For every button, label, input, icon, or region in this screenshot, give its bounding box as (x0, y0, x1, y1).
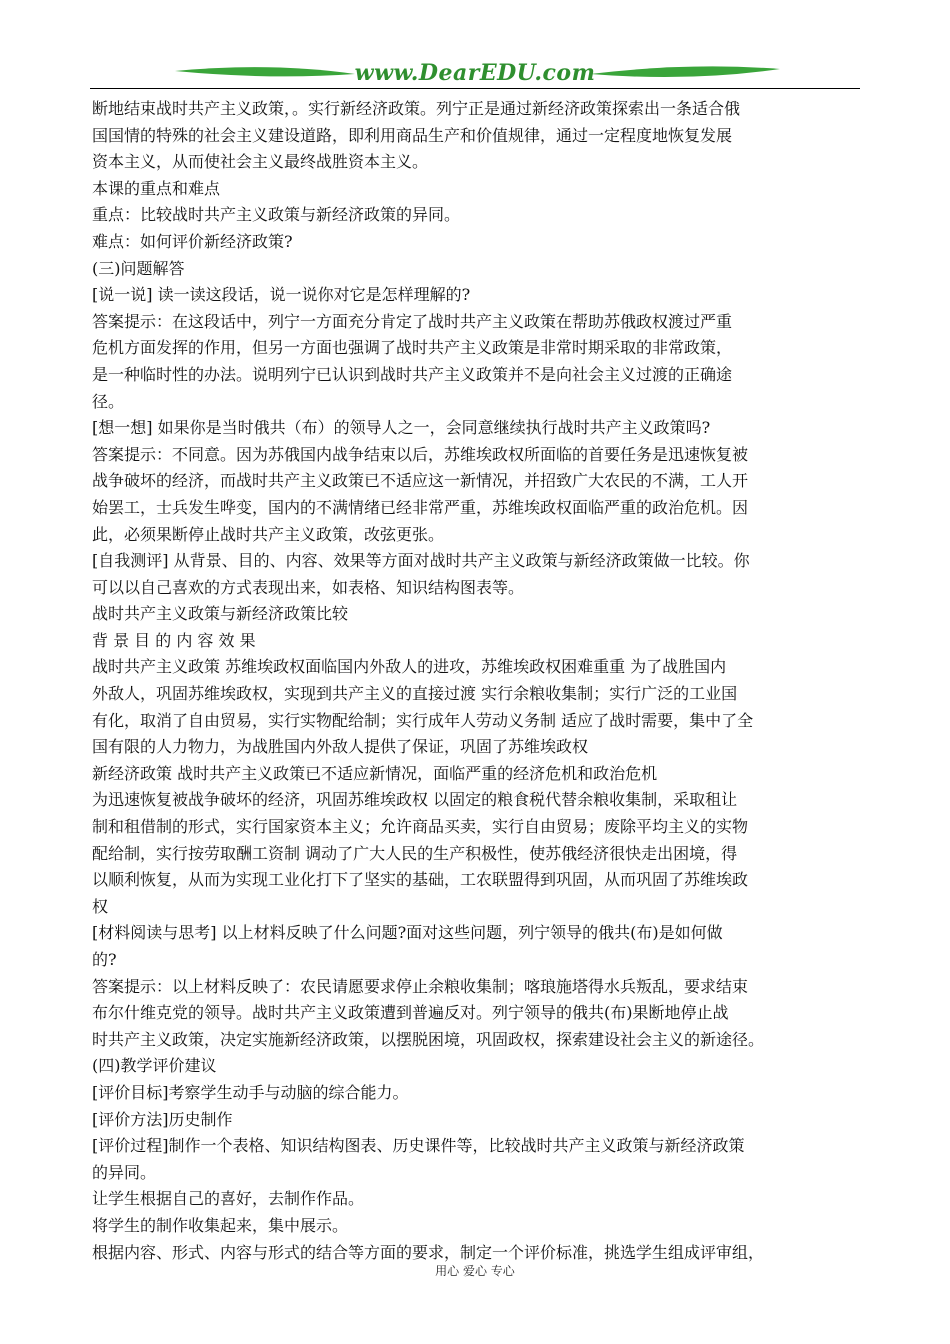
text-line: 难点：如何评价新经济政策? (92, 231, 293, 251)
text-line: 答案提示：在这段话中，列宁一方面充分肯定了战时共产主义政策在帮助苏俄政权渡过严重 (92, 311, 733, 331)
text-line: 为迅速恢复被战争破坏的经济，巩固苏维埃政权 以固定的粮食税代替余粮收集制，采取租让 (92, 790, 738, 810)
text-line: 布尔什维克党的领导。战时共产主义政策遭到普遍反对。列宁领导的俄共(布)果断地停止战 (92, 1003, 729, 1023)
text-line: 危机方面发挥的作用，但另一方面也强调了战时共产主义政策是非常时期采取的非常政策， (92, 338, 733, 358)
text-line: 外敌人，巩固苏维埃政权，实现到共产主义的直接过渡 实行余粮收集制；实行广泛的工业国 (92, 684, 738, 704)
text-line: 将学生的制作收集起来，集中展示。 (92, 1215, 349, 1235)
text-line: 本课的重点和难点 (92, 178, 221, 198)
text-line: 的异同。 (92, 1162, 157, 1182)
header-divider (90, 88, 860, 89)
text-line: [材料阅读与思考] 以上材料反映了什么问题?面对这些问题，列宁领导的俄共(布)是如何做 (92, 923, 723, 943)
site-logo[interactable]: www.DearEDU.com (354, 60, 596, 86)
text-line: 是一种临时性的办法。说明列宁已认识到战时共产主义政策并不是向社会主义过渡的正确途 (92, 364, 733, 384)
text-line: [评价目标]考察学生动手与动脑的综合能力。 (92, 1082, 409, 1102)
text-line: 时共产主义政策，决定实施新经济政策，以摆脱困境，巩固政权，探索建设社会主义的新途径。 (92, 1029, 765, 1049)
text-line: (三)问题解答 (92, 258, 185, 278)
page-header (90, 58, 860, 90)
text-line: 战时共产主义政策与新经济政策比较 (92, 604, 349, 624)
text-line: 新经济政策 战时共产主义政策已不适应新情况，面临严重的经济危机和政治危机 (92, 763, 658, 783)
document-body (92, 96, 860, 1266)
text-line: 答案提示：以上材料反映了：农民请愿要求停止余粮收集制；喀琅施塔得水兵叛乱，要求结束 (92, 976, 749, 996)
text-line: 权 (92, 896, 109, 916)
text-line: 始罢工，士兵发生哗变，国内的不满情绪已经非常严重，苏维埃政权面临严重的政治危机。因 (92, 497, 749, 517)
text-line: [说一说] 读一读这段话，说一说你对它是怎样理解的? (92, 285, 471, 305)
text-line: (四)教学评价建议 (92, 1056, 217, 1076)
text-line: 断地结束战时共产主义政策，。实行新经济政策。列宁正是通过新经济政策探索出一条适合俄 (92, 99, 741, 118)
text-line: 重点：比较战时共产主义政策与新经济政策的异同。 (92, 205, 461, 225)
text-line: 答案提示：不同意。因为苏俄国内战争结束以后，苏维埃政权所面临的首要任务是迅速恢复被 (92, 444, 749, 464)
text-line: 让学生根据自己的喜好，去制作作品。 (92, 1189, 365, 1209)
text-line: 的? (92, 950, 117, 969)
text-line: [想一想] 如果你是当时俄共（布）的领导人之一，会同意继续执行战时共产主义政策吗? (92, 418, 711, 438)
text-line: 以顺利恢复，从而为实现工业化打下了坚实的基础，工农联盟得到巩固，从而巩固了苏维埃政 (92, 870, 749, 890)
text-line: [评价过程]制作一个表格、知识结构图表、历史课件等，比较战时共产主义政策与新经济政策 (92, 1136, 745, 1156)
text-line: [自我测评] 从背景、目的、内容、效果等方面对战时共产主义政策与新经济政策做一比较。你 (92, 551, 750, 571)
text-line: 国国情的特殊的社会主义建设道路，即利用商品生产和价值规律，通过一定程度地恢复发展 (92, 125, 733, 145)
page-footer: 用心 爱心 专心 (435, 1264, 515, 1278)
text-line: 资本主义，从而使社会主义最终战胜资本主义。 (92, 152, 429, 172)
text-line: 径。 (92, 391, 125, 411)
text-line: 国有限的人力物力，为战胜国内外敌人提供了保证，巩固了苏维埃政权 (92, 737, 589, 757)
text-line: 配给制，实行按劳取酬工资制 调动了广大人民的生产积极性，使苏俄经济很快走出困境，得 (92, 843, 738, 863)
text-line: 战争破坏的经济，而战时共产主义政策已不适应这一新情况，并招致广大农民的不满，工人开 (92, 471, 749, 491)
text-line: 有化，取消了自由贸易，实行实物配给制；实行成年人劳动义务制 适应了战时需要，集中了全 (92, 710, 754, 730)
text-line: 可以以自己喜欢的方式表现出来，如表格、知识结构图表等。 (92, 577, 525, 597)
text-line: 制和租借制的形式，实行国家资本主义；允许商品买卖，实行自由贸易；废除平均主义的实物 (92, 817, 749, 837)
text-line: 根据内容、形式、内容与形式的结合等方面的要求，制定一个评价标准，挑选学生组成评审组， (92, 1242, 765, 1262)
text-line: 背 景 目 的 内 容 效 果 (92, 630, 256, 650)
text-line: 此，必须果断停止战时共产主义政策，改弦更张。 (92, 524, 445, 544)
text-line: [评价方法]历史制作 (92, 1109, 233, 1129)
text-line: 战时共产主义政策 苏维埃政权面临国内外敌人的进攻，苏维埃政权困难重重 为了战胜国内 (92, 657, 727, 677)
